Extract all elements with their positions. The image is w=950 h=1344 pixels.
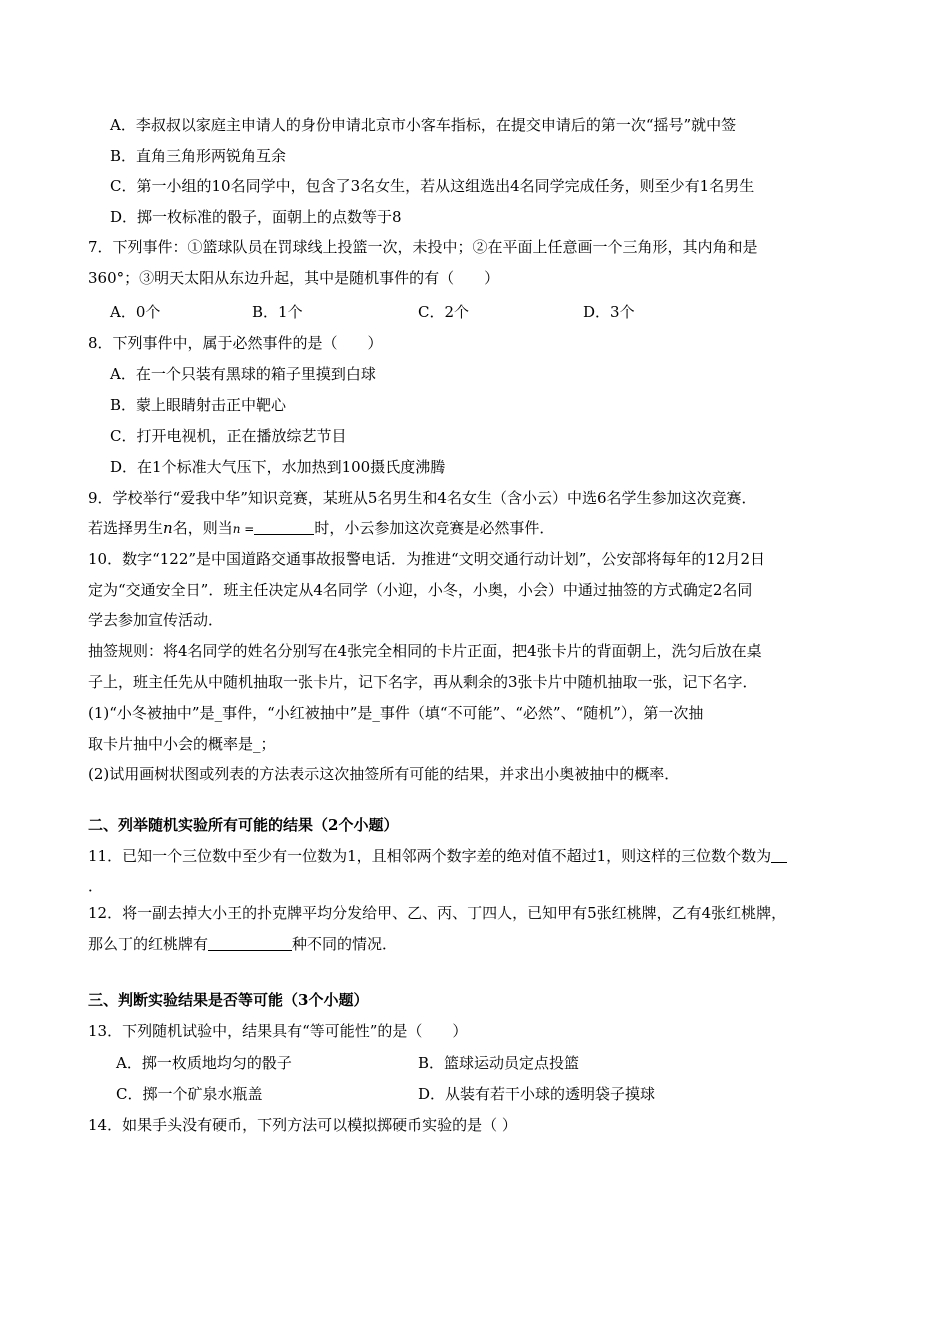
q8-option-d: D．在1个标准大气压下，水加热到100摄氏度沸腾 — [110, 458, 446, 476]
q12-line-1: 12．将一副去掉大小王的扑克牌平均分发给甲、乙、丙、丁四人，已知甲有5张红桃牌，乙有4张红桃牌， — [88, 904, 787, 922]
q10-line-2: 定为“交通安全日”．班主任决定从4名同学（小迎，小冬，小奥，小会）中通过抽签的方式确定2名同 — [88, 581, 753, 599]
q11-text: 11．已知一个三位数中至少有一位数为1，且相邻两个数字差的绝对值不超过1，则这样的三位数个数为 — [88, 847, 772, 865]
section-3-title: 三、判断实验结果是否等可能（3个小题） — [88, 991, 369, 1009]
q13-option-b: B．篮球运动员定点投篮 — [418, 1054, 580, 1072]
q9-text-b: 名，则当 — [172, 519, 233, 537]
q8-option-a: A．在一个只装有黑球的箱子里摸到白球 — [110, 365, 376, 383]
q6-option-a: A．李叔叔以家庭主申请人的身份申请北京市小客车指标，在提交申请后的第一次“摇号”就中签 — [110, 116, 737, 134]
q9-variable-n: n — [163, 519, 173, 537]
q10-line-3: 学去参加宣传活动． — [88, 611, 224, 629]
q8-option-b: B．蒙上眼睛射击正中靶心 — [110, 396, 287, 414]
q12-answer-blank[interactable] — [208, 935, 292, 951]
q7-stem-line1: 7．下列事件：①篮球队员在罚球线上投篮一次，未投中；②在平面上任意画一个三角形，其内角和是 — [88, 238, 758, 256]
q7-option-d: D．3个 — [583, 303, 635, 321]
q11-line-1 — [88, 846, 787, 866]
q9-stem-line1: 9．学校举行“爱我中华”知识竞赛，某班从5名男生和4名女生（含小云）中选6名学生参加这次竞赛． — [88, 489, 757, 507]
q6-option-b: B．直角三角形两锐角互余 — [110, 147, 287, 165]
q10-line-1: 10．数字“122”是中国道路交通事故报警电话．为推进“文明交通行动计划”，公安部将每年的12月2日 — [88, 550, 766, 568]
q8-stem: 8．下列事件中，属于必然事件的是（ ） — [88, 334, 383, 352]
q12-line-2 — [88, 934, 397, 954]
q6-option-c: C．第一小组的10名同学中，包含了3名女生，若从这组选出4名同学完成任务，则至少有1名男生 — [110, 177, 755, 195]
q11-line-2: ． — [88, 877, 104, 895]
q9-text-a: 若选择男生 — [88, 519, 164, 537]
q10-line-5: 子上，班主任先从中随机抽取一张卡片，记下名字，再从剩余的3张卡片中随机抽取一张，记下名字． — [88, 673, 758, 691]
q14-stem: 14．如果手头没有硬币，下列方法可以模拟掷硬币实验的是（ ） — [88, 1116, 517, 1134]
q9-answer-blank[interactable] — [254, 519, 314, 535]
q7-option-a: A．0个 — [110, 303, 161, 321]
q7-stem-line2-text: ；③明天太阳从东边升起，其中是随机事件的有（ ） — [124, 269, 500, 287]
q7-option-b: B．1个 — [252, 303, 303, 321]
section-2-title: 二、列举随机实验所有可能的结果（2个小题） — [88, 816, 399, 834]
q7-math-360: 360° — [88, 269, 125, 287]
q13-option-c: C．掷一个矿泉水瓶盖 — [116, 1085, 263, 1103]
q9-text-c: 时，小云参加这次竞赛是必然事件． — [314, 519, 555, 537]
q13-option-a: A．掷一枚质地均匀的骰子 — [116, 1054, 292, 1072]
q10-line-6: (1)“小冬被抽中”是_事件，“小红被抽中”是_事件（填“不可能”、“必然”、“随机”），第一次抽 — [88, 704, 704, 722]
q12-text-a: 那么丁的红桃牌有 — [88, 935, 209, 953]
q12-text-b: 种不同的情况． — [292, 935, 398, 953]
q9-equation: n = — [232, 522, 255, 536]
q10-line-8: (2)试用画树状图或列表的方法表示这次抽签所有可能的结果，并求出小奥被抽中的概率． — [88, 765, 680, 783]
q7-option-c: C．2个 — [418, 303, 470, 321]
q10-line-4: 抽签规则：将4名同学的姓名分别写在4张完全相同的卡片正面，把4张卡片的背面朝上，洗匀后放在桌 — [88, 642, 762, 660]
q8-option-c: C．打开电视机，正在播放综艺节目 — [110, 427, 347, 445]
q11-answer-blank[interactable] — [771, 847, 787, 863]
q13-option-d: D．从装有若干小球的透明袋子摸球 — [418, 1085, 656, 1103]
q7-stem-line2 — [88, 268, 499, 288]
q6-option-d: D．掷一枚标准的骰子，面朝上的点数等于8 — [110, 208, 402, 226]
q9-stem-line2 — [88, 518, 554, 539]
q10-line-7: 取卡片抽中小会的概率是_； — [88, 735, 276, 753]
q13-stem: 13．下列随机试验中，结果具有“等可能性”的是（ ） — [88, 1022, 468, 1040]
